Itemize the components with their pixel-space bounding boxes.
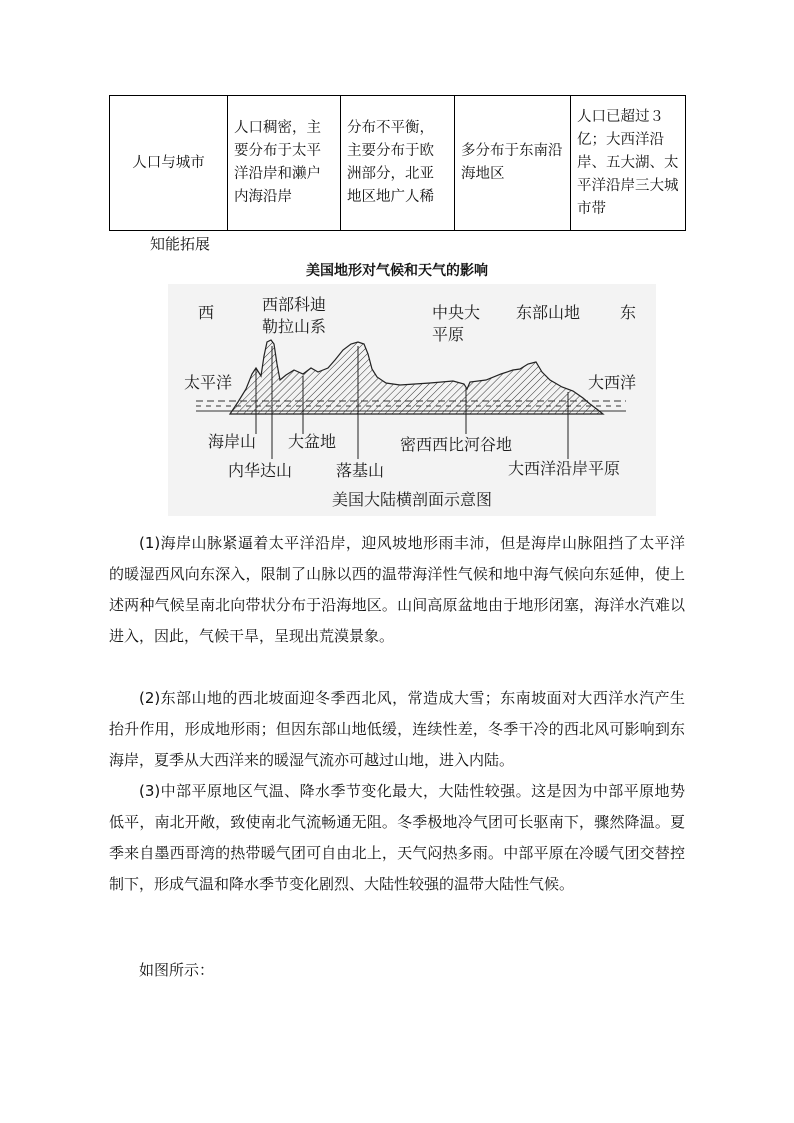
figure-caption: 美国大陆横剖面示意图	[331, 490, 493, 509]
label-coast-range: 海岸山	[208, 432, 257, 451]
label-east: 东	[620, 303, 637, 322]
table-cell: 人口已超过３亿；大西洋沿岸、五大湖、太平洋沿岸三大城市带	[571, 96, 686, 231]
table-cell: 分布不平衡，主要分布于欧洲部分，北亚地区地广人稀	[341, 96, 455, 231]
cross-section-figure	[168, 284, 656, 516]
label-central-2: 平原	[432, 325, 465, 344]
label-rocky: 落基山	[336, 461, 385, 480]
table-cell: 多分布于东南沿海地区	[455, 96, 571, 231]
label-atlantic-plain: 大西洋沿岸平原	[508, 459, 621, 478]
terrain-profile	[230, 340, 603, 414]
label-central-1: 中央大	[432, 303, 481, 322]
comparison-table	[109, 95, 686, 231]
paragraph-2: (2)东部山地的西北坡面迎冬季西北风，常造成大雪；东南坡面对大西洋水汽产生抬升作用，形成地形雨；但因东部山地低缓，连续性差，冬季干冷的西北风可影响到东海岸，夏季从大西洋来的暖湿气流亦可越过山地，进入内陆。	[109, 689, 685, 769]
label-west: 西	[198, 303, 215, 322]
table-cell: 人口稠密，主要分布于太平洋沿岸和濑户内海沿岸	[228, 96, 341, 231]
label-mississippi: 密西西比河谷地	[400, 435, 513, 454]
figure-title: 美国地形对气候和天气的影响	[306, 263, 488, 279]
label-cordillera-2: 勒拉山系	[262, 317, 327, 336]
label-cordillera-1: 西部科迪	[262, 295, 327, 314]
label-great-basin: 大盆地	[288, 432, 337, 451]
label-atlantic: 大西洋	[588, 373, 637, 392]
paragraph-1: (1)海岸山脉紧逼着太平洋沿岸，迎风坡地形雨丰沛，但是海岸山脉阻挡了太平洋的暖湿西风向东深入，限制了山脉以西的温带海洋性气候和地中海气候向东延伸，使上述两种气候呈南北向带状分布于沿海地区。山间高原盆地由于地形闭塞，海洋水汽难以进入，因此，气候干旱，呈现出荒漠景象。	[109, 534, 685, 645]
label-pacific: 太平洋	[184, 373, 233, 392]
label-eastern-mountains: 东部山地	[516, 303, 581, 322]
section-label: 知能拓展	[150, 235, 211, 253]
label-sierra-nevada: 内华达山	[228, 461, 293, 480]
paragraph-3: (3)中部平原地区气温、降水季节变化最大，大陆性较强。这是因为中部平原地势低平，南北开敞，致使南北气流畅通无阻。冬季极地冷气团可长驱南下，骤然降温。夏季来自墨西哥湾的热带暖气团可自由北上，天气闷热多雨。中部平原在冷暖气团交替控制下，形成气温和降水季节变化剧烈、大陆性较强的温带大陆性气候。	[109, 782, 685, 893]
paragraph-4: 如图所示：	[139, 961, 215, 979]
cross-section-diagram	[168, 284, 656, 516]
table-row	[110, 96, 686, 231]
row-header: 人口与城市	[110, 96, 228, 231]
